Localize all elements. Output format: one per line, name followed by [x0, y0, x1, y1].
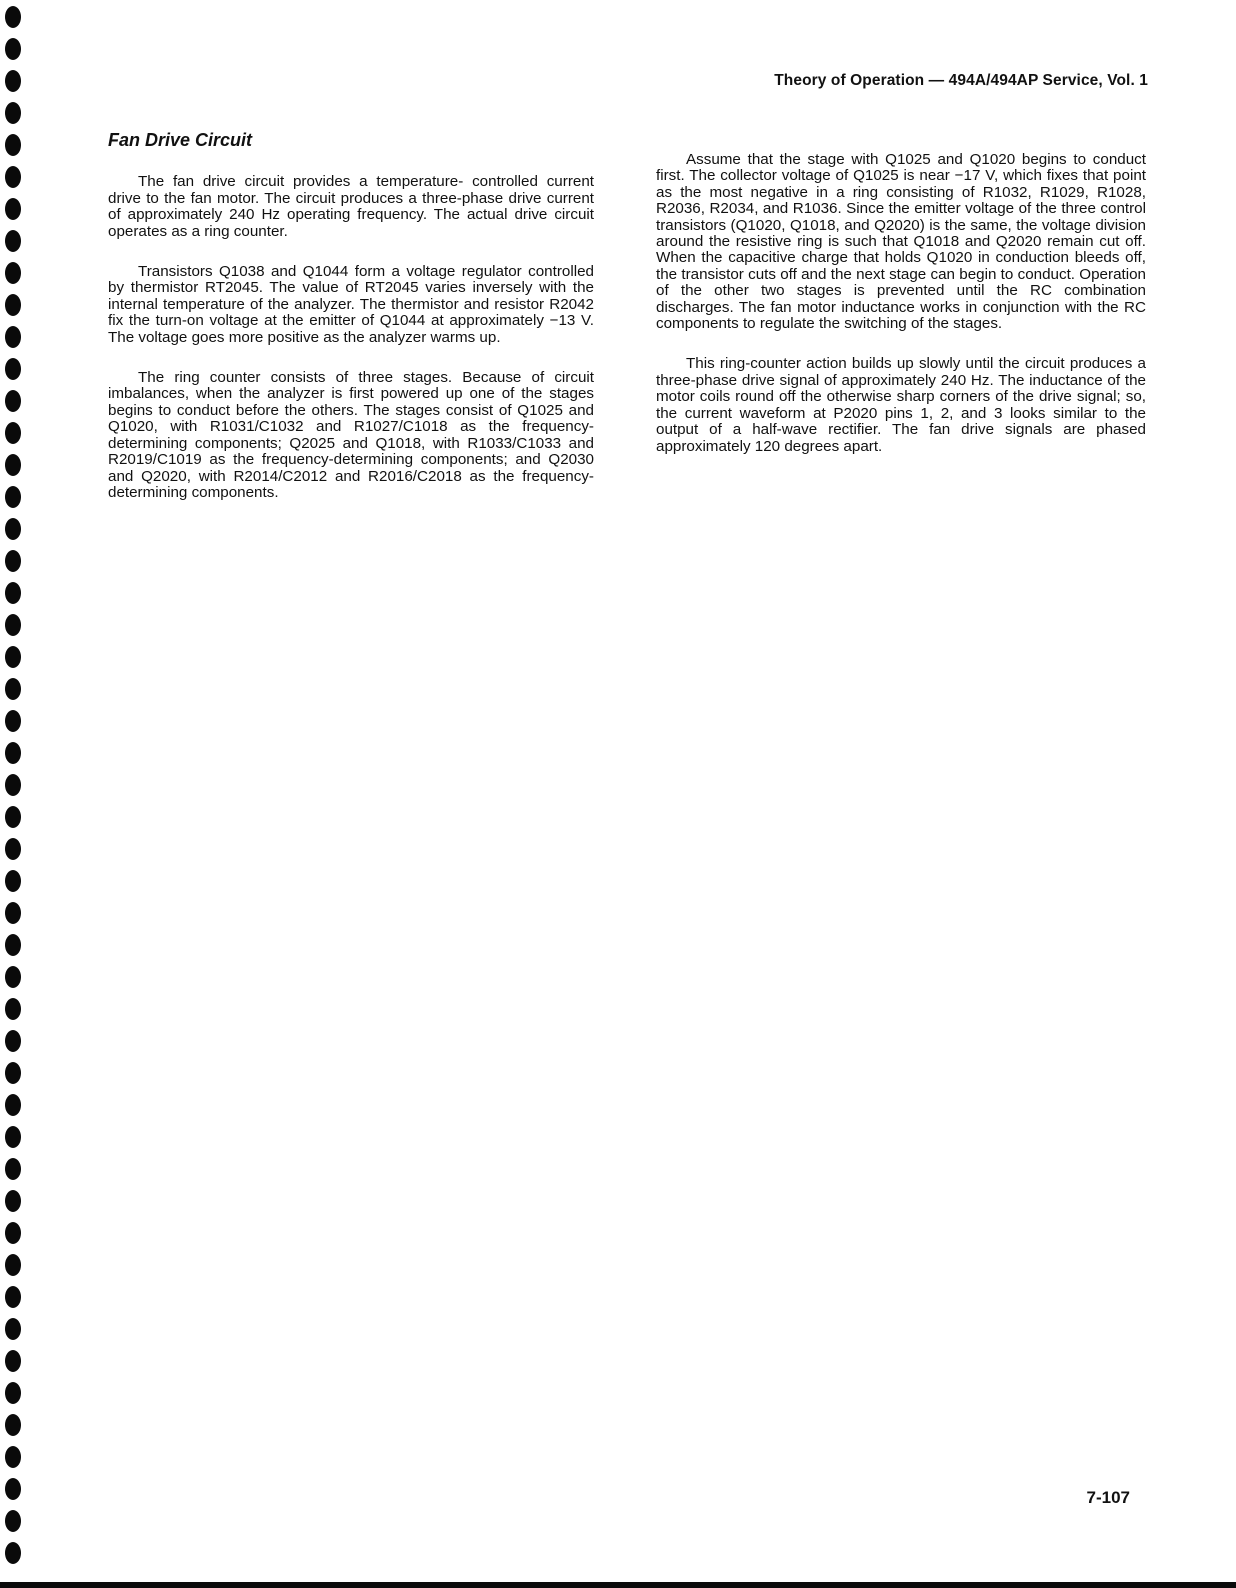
binder-hole [5, 262, 21, 284]
binder-hole [5, 1062, 21, 1084]
binder-hole [5, 102, 21, 124]
binder-hole [5, 1350, 21, 1372]
binder-hole [5, 966, 21, 988]
binder-hole [5, 294, 21, 316]
running-header: Theory of Operation — 494A/494AP Service, Vol. 1 [774, 72, 1148, 89]
binder-hole [5, 550, 21, 572]
binder-hole [5, 1190, 21, 1212]
binder-hole [5, 1094, 21, 1116]
binder-hole [5, 1318, 21, 1340]
paragraph-fan-drive-overview: The fan drive circuit provides a temperature- controlled current drive to the fan motor. The circuit produces a three-phase drive current of approximately 240 Hz operating frequency. The actual drive circuit operates as a ring counter. [108, 173, 594, 240]
binder-hole [5, 1382, 21, 1404]
binder-hole [5, 710, 21, 732]
binder-hole [5, 998, 21, 1020]
binder-hole [5, 1030, 21, 1052]
binder-holes [0, 0, 40, 1588]
binder-hole [5, 870, 21, 892]
binder-hole [5, 1414, 21, 1436]
binder-hole [5, 1222, 21, 1244]
binder-hole [5, 1542, 21, 1564]
binder-hole [5, 1126, 21, 1148]
binder-hole [5, 678, 21, 700]
binder-hole [5, 902, 21, 924]
page-number: 7-107 [1086, 1488, 1130, 1507]
binder-hole [5, 390, 21, 412]
binder-hole [5, 518, 21, 540]
binder-hole [5, 1510, 21, 1532]
binder-hole [5, 134, 21, 156]
paragraph-ring-counter-stages: The ring counter consists of three stages. Because of circuit imbalances, when the analyzer is first powered up one of the stages begins to conduct before the others. The stages consist of Q1025 and Q1020, with R1031/C1032 and R1027/C1018 as the frequency-determining components; Q2025 and Q1018, with R1033/C1033 and R2019/C1019 as the frequency-determining components; and Q2030 and Q2020, with R2014/C2012 and R2016/C2018 as the frequency-determining components. [108, 369, 594, 501]
section-title: Fan Drive Circuit [108, 130, 253, 150]
binder-hole [5, 934, 21, 956]
paragraph-stage-conduction: Assume that the stage with Q1025 and Q1020 begins to conduct first. The collector voltage of Q1025 is near −17 V, which fixes that point as the most negative in a ring consisting of R1032, R1029, R1028, R2036, R2034, and R1036. Since the emitter voltage of the three control transistors (Q1020, Q1018, and Q2020) is the same, the voltage division around the resistive ring is such that Q1018 and Q2020 remain cut off. When the capacitive charge that holds Q1020 in conduction bleeds off, the transistor cuts off and the next stage can begin to conduct. Operation of the other two stages is prevented until the RC combination discharges. The fan motor inductance works in conjunction with the RC components to regulate the switching of the stages. [656, 151, 1146, 333]
binder-hole [5, 1286, 21, 1308]
binder-hole [5, 838, 21, 860]
binder-hole [5, 326, 21, 348]
binder-hole [5, 614, 21, 636]
binder-hole [5, 1478, 21, 1500]
binder-hole [5, 454, 21, 476]
binder-hole [5, 70, 21, 92]
right-column [656, 152, 1146, 479]
binder-hole [5, 38, 21, 60]
binder-hole [5, 166, 21, 188]
binder-hole [5, 1254, 21, 1276]
binder-hole [5, 358, 21, 380]
binder-hole [5, 198, 21, 220]
binder-hole [5, 774, 21, 796]
bottom-rule [0, 1582, 1236, 1588]
binder-hole [5, 6, 21, 28]
binder-hole [5, 806, 21, 828]
binder-hole [5, 582, 21, 604]
binder-hole [5, 230, 21, 252]
paragraph-voltage-regulator: Transistors Q1038 and Q1044 form a voltage regulator controlled by thermistor RT2045. The value of RT2045 varies inversely with the internal temperature of the analyzer. The thermistor and resistor R2042 fix the turn-on voltage at the emitter of Q1044 at approximately −13 V. The voltage goes more positive as the analyzer warms up. [108, 263, 594, 346]
left-column [108, 132, 594, 525]
binder-hole [5, 1158, 21, 1180]
binder-hole [5, 422, 21, 444]
binder-hole [5, 646, 21, 668]
binder-hole [5, 1446, 21, 1468]
binder-hole [5, 742, 21, 764]
binder-hole [5, 486, 21, 508]
paragraph-three-phase-signal: This ring-counter action builds up slowly until the circuit produces a three-phase drive signal of approximately 240 Hz. The inductance of the motor coils round off the otherwise sharp corners of the drive signal; so, the current waveform at P2020 pins 1, 2, and 3 looks similar to the output of a half-wave rectifier. The fan drive signals are phased approximately 120 degrees apart. [656, 355, 1146, 455]
